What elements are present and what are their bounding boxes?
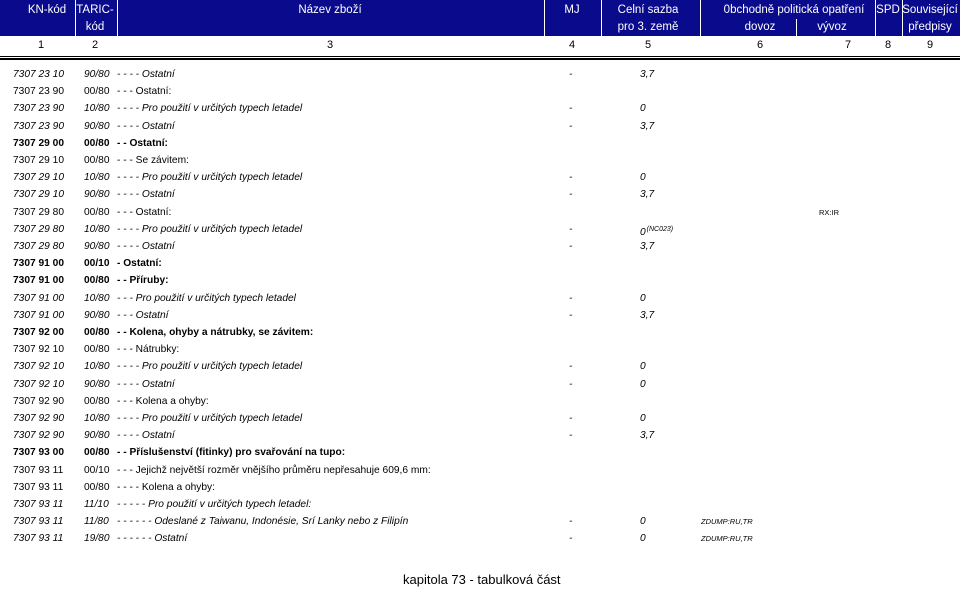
unit: - [569, 413, 573, 424]
table-row [0, 376, 960, 393]
kn-code: 7307 91 00 [13, 258, 64, 270]
kn-code: 7307 23 10 [13, 69, 64, 80]
header-column-separator [544, 0, 545, 36]
kn-code: 7307 29 10 [13, 155, 64, 166]
taric-code: 90/80 [84, 378, 110, 390]
table-row [0, 427, 960, 444]
header-name: Název zboží [298, 4, 362, 16]
column-number: 7 [844, 39, 852, 51]
goods-description: - - - - - - Ostatní [117, 533, 188, 545]
kn-code: 7307 92 10 [13, 344, 64, 356]
unit: - [569, 378, 573, 390]
taric-code: 00/10 [84, 258, 110, 270]
header-vyvoz: vývoz [817, 21, 847, 33]
duty-rate: 3,7 [640, 69, 655, 80]
header-mj: MJ [564, 4, 580, 16]
taric-code: 90/80 [84, 430, 110, 442]
kn-code: 7307 29 10 [13, 172, 64, 184]
kn-code: 7307 29 10 [13, 189, 64, 201]
kn-code: 7307 92 90 [13, 413, 64, 424]
goods-description: - - - Jejichž největší rozměr vnějšího průměru nepřesahuje 609,6 mm: [117, 464, 431, 476]
header-band-bottom [0, 19, 960, 36]
unit: - [569, 430, 573, 442]
duty-rate: 0 [640, 292, 646, 304]
table-row [0, 204, 960, 221]
header-column-separator [117, 0, 118, 36]
goods-description: - - - Se závitem: [117, 155, 189, 166]
kn-code: 7307 93 11 [13, 464, 64, 476]
taric-code: 10/80 [84, 413, 110, 424]
duty-rate: 3,7 [640, 309, 655, 321]
goods-description: - - - - - Pro použití v určitých typech letadel: [117, 499, 312, 510]
taric-code: 19/80 [84, 533, 110, 545]
import-measure: ZDUMP:RU,TR [701, 534, 753, 544]
kn-code: 7307 23 90 [13, 103, 64, 115]
goods-description: - - - - Pro použití v určitých typech letadel [117, 413, 303, 424]
header-cs2: pro 3. země [617, 21, 679, 33]
taric-code: 90/80 [84, 241, 110, 252]
goods-description: - - - Pro použití v určitých typech letadel [117, 292, 296, 304]
unit: - [569, 69, 573, 80]
kn-code: 7307 93 00 [13, 447, 64, 459]
table-row [0, 290, 960, 307]
goods-description: - - Příruby: [117, 275, 169, 287]
column-number: 6 [756, 39, 764, 51]
table-row [0, 272, 960, 289]
export-measure: RX:IR [819, 207, 840, 217]
goods-description: - Ostatní: [117, 258, 162, 270]
kn-code: 7307 93 11 [13, 533, 64, 545]
kn-code: 7307 93 11 [13, 499, 64, 510]
unit: - [569, 172, 573, 184]
goods-description: - - - - Pro použití v určitých typech letadel [117, 172, 303, 184]
duty-rate: 3,7 [640, 189, 655, 201]
goods-description: - - - - Ostatní [117, 241, 175, 252]
table-row [0, 66, 960, 83]
table-row [0, 186, 960, 203]
kn-code: 7307 29 80 [13, 223, 64, 235]
duty-rate: 3,7 [640, 241, 655, 252]
table-row [0, 324, 960, 341]
table-row [0, 238, 960, 255]
table-row [0, 462, 960, 479]
header-cs1: Celní sazba [617, 4, 679, 16]
unit: - [569, 103, 573, 115]
table-row [0, 307, 960, 324]
table-row [0, 255, 960, 272]
goods-description: - - - - Pro použití v určitých typech letadel [117, 103, 303, 115]
kn-code: 7307 29 00 [13, 137, 64, 149]
kn-code: 7307 92 90 [13, 395, 64, 407]
taric-code: 00/80 [84, 275, 110, 287]
unit: - [569, 309, 573, 321]
taric-code: 00/10 [84, 464, 110, 476]
table-row [0, 358, 960, 375]
duty-rate: 0 [640, 361, 646, 373]
column-number: 1 [37, 39, 45, 51]
taric-code: 10/80 [84, 361, 110, 373]
unit: - [569, 223, 573, 235]
goods-description: - - - - Kolena a ohyby: [117, 481, 215, 493]
duty-rate: 0 [640, 172, 646, 184]
duty-rate-note: (NC023) [646, 225, 674, 233]
table-row [0, 341, 960, 358]
table-row [0, 100, 960, 117]
table-row [0, 410, 960, 427]
duty-rate: 0 [640, 413, 646, 424]
header-column-separator [796, 19, 797, 36]
taric-code: 10/80 [84, 103, 110, 115]
goods-description: - - - - Pro použití v určitých typech letadel [117, 223, 303, 235]
goods-description: - - - - Ostatní [117, 189, 175, 201]
table-row [0, 496, 960, 513]
table-row [0, 513, 960, 530]
goods-description: - - Ostatní: [117, 137, 168, 149]
taric-code: 90/80 [84, 309, 110, 321]
taric-code: 10/80 [84, 172, 110, 184]
column-number: 3 [326, 39, 334, 51]
goods-description: - - - Ostatní: [117, 86, 172, 98]
column-number: 8 [884, 39, 892, 51]
header-taric1: TARIC- [76, 4, 114, 16]
header-souv2: předpisy [908, 21, 952, 33]
table-row [0, 118, 960, 135]
taric-code: 90/80 [84, 189, 110, 201]
kn-code: 7307 23 90 [13, 120, 64, 132]
column-number: 2 [91, 39, 99, 51]
table-row [0, 83, 960, 100]
unit: - [569, 120, 573, 132]
unit: - [569, 189, 573, 201]
taric-code: 10/80 [84, 223, 110, 235]
taric-code: 00/80 [84, 447, 110, 459]
duty-rate: 0 [640, 533, 646, 545]
unit: - [569, 292, 573, 304]
taric-code: 90/80 [84, 120, 110, 132]
table-row [0, 135, 960, 152]
header-column-separator [601, 0, 602, 36]
table-row [0, 393, 960, 410]
goods-description: - - - Ostatní [117, 309, 169, 321]
import-measure: ZDUMP:RU,TR [701, 517, 753, 527]
kn-code: 7307 91 00 [13, 309, 64, 321]
header-kn: KN-kód [27, 4, 67, 16]
column-number: 9 [926, 39, 934, 51]
header-spd: SPD [876, 4, 900, 16]
kn-code: 7307 92 90 [13, 430, 64, 442]
kn-code: 7307 93 11 [13, 516, 64, 528]
taric-code: 00/80 [84, 344, 110, 356]
unit: - [569, 361, 573, 373]
column-number: 5 [644, 39, 652, 51]
kn-code: 7307 91 00 [13, 275, 64, 287]
taric-code: 11/80 [84, 516, 109, 528]
kn-code: 7307 92 10 [13, 378, 64, 390]
kn-code: 7307 91 00 [13, 292, 64, 304]
unit: - [569, 241, 573, 252]
taric-code: 11/10 [84, 499, 109, 510]
goods-description: - - - - Ostatní [117, 120, 175, 132]
goods-description: - - - Ostatní: [117, 206, 172, 218]
taric-code: 00/80 [84, 327, 110, 338]
taric-code: 00/80 [84, 155, 110, 166]
kn-code: 7307 93 11 [13, 481, 64, 493]
taric-code: 00/80 [84, 86, 110, 98]
table-row [0, 221, 960, 238]
page-footer: kapitola 73 - tabulková část [403, 572, 561, 587]
table-row [0, 479, 960, 496]
header-souv1: Související [902, 4, 958, 16]
header-dovoz: dovoz [744, 21, 776, 33]
kn-code: 7307 92 10 [13, 361, 64, 373]
unit: - [569, 533, 573, 545]
duty-rate: 0 [640, 378, 646, 390]
header-pol: 0bchodně politická opatření [723, 4, 865, 16]
header-taric2: kód [85, 21, 105, 33]
table-row [0, 444, 960, 461]
taric-code: 00/80 [84, 395, 110, 407]
taric-code: 90/80 [84, 69, 110, 80]
goods-description: - - - - Ostatní [117, 378, 175, 390]
column-number-row [0, 36, 960, 57]
goods-description: - - - - Ostatní [117, 69, 175, 80]
taric-code: 00/80 [84, 481, 110, 493]
goods-description: - - - - Ostatní [117, 430, 175, 442]
table-row [0, 530, 960, 547]
goods-description: - - - - Pro použití v určitých typech letadel [117, 361, 303, 373]
duty-rate: 0 [640, 516, 646, 528]
header-column-separator [700, 0, 701, 36]
table-header [0, 0, 960, 60]
table-row [0, 169, 960, 186]
taric-code: 00/80 [84, 206, 110, 218]
table-row [0, 152, 960, 169]
goods-description: - - - Nátrubky: [117, 344, 180, 356]
duty-rate-value: 0 [640, 226, 646, 238]
taric-code: 10/80 [84, 292, 110, 304]
taric-code: 00/80 [84, 137, 110, 149]
header-divider [0, 58, 960, 60]
goods-description: - - - Kolena a ohyby: [117, 395, 209, 407]
duty-rate: 3,7 [640, 430, 655, 442]
column-number: 4 [568, 39, 576, 51]
unit: - [569, 516, 573, 528]
goods-description: - - - - - - Odeslané z Taiwanu, Indonésie, Srí Lanky nebo z Filipín [117, 516, 409, 528]
goods-description: - - Příslušenství (fitinky) pro svařování na tupo: [117, 447, 346, 459]
duty-rate: 3,7 [640, 120, 655, 132]
duty-rate: 0 [640, 103, 646, 115]
kn-code: 7307 29 80 [13, 241, 64, 252]
kn-code: 7307 29 80 [13, 206, 64, 218]
kn-code: 7307 92 00 [13, 327, 64, 338]
goods-description: - - Kolena, ohyby a nátrubky, se závitem: [117, 327, 314, 338]
kn-code: 7307 23 90 [13, 86, 64, 98]
